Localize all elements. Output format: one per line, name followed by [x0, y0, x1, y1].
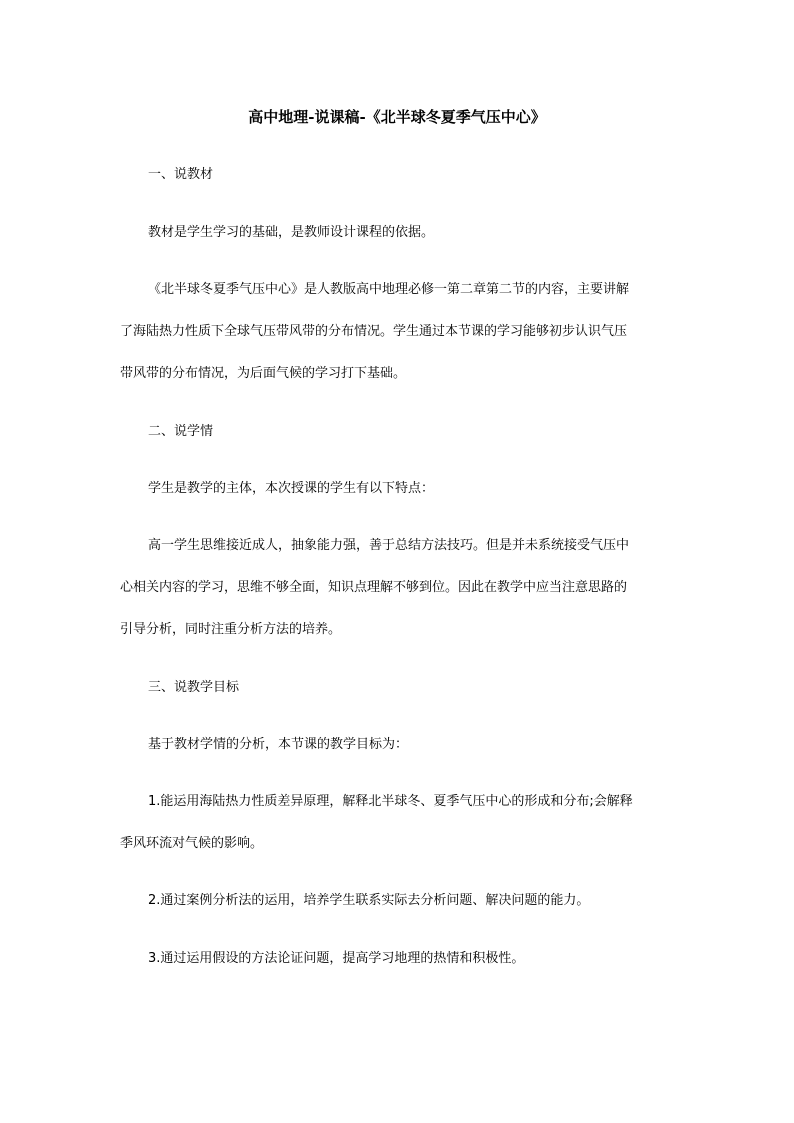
paragraph-line: 季风环流对气候的影响。 — [120, 836, 264, 851]
paragraph-line: 《北半球冬夏季气压中心》是人教版高中地理必修一第二章第二节的内容，主要讲解 — [148, 282, 630, 297]
paragraph-line: 高一学生思维接近成人，抽象能力强，善于总结方法技巧。但是并未系统接受气压中 — [148, 538, 630, 553]
document-title: 高中地理-说课稿-《北半球冬夏季气压中心》 — [248, 108, 546, 126]
section-heading: 三、说教学目标 — [148, 680, 240, 695]
paragraph-line: 基于教材学情的分析，本节课的教学目标为： — [148, 737, 409, 752]
section-heading: 一、说教材 — [148, 167, 214, 182]
paragraph-line: 教材是学生学习的基础，是教师设计课程的依据。 — [148, 225, 435, 240]
section-heading: 二、说学情 — [148, 424, 214, 439]
list-item: 1.能运用海陆热力性质差异原理，解释北半球冬、夏季气压中心的形成和分布;会解释 — [148, 794, 633, 809]
paragraph-line: 带风带的分布情况，为后面气候的学习打下基础。 — [120, 366, 407, 381]
paragraph-line: 引导分析，同时注重分析方法的培养。 — [120, 622, 342, 637]
paragraph-line: 学生是教学的主体，本次授课的学生有以下特点： — [148, 481, 435, 496]
list-item: 3.通过运用假设的方法论证问题，提高学习地理的热情和积极性。 — [148, 951, 525, 966]
list-item: 2.通过案例分析法的运用，培养学生联系实际去分析问题、解决问题的能力。 — [148, 893, 590, 908]
paragraph-line: 心相关内容的学习，思维不够全面，知识点理解不够到位。因此在教学中应当注意思路的 — [120, 580, 628, 595]
paragraph-line: 了海陆热力性质下全球气压带风带的分布情况。学生通过本节课的学习能够初步认识气压 — [120, 324, 628, 339]
